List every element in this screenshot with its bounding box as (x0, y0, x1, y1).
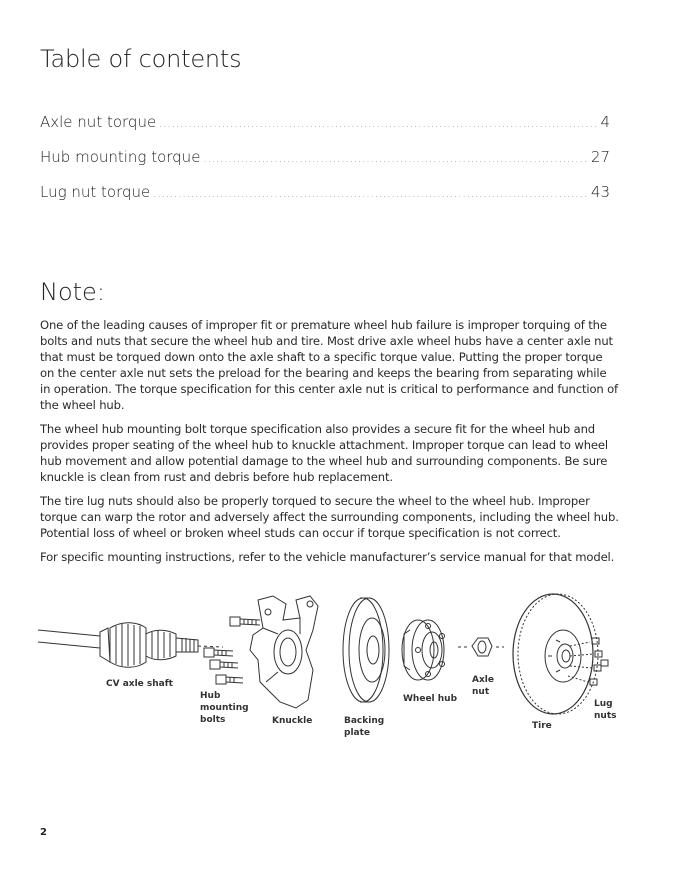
label-tire: Tire (532, 721, 552, 731)
label-cv-axle-shaft: CV axle shaft (106, 679, 173, 689)
toc-entry-lug-nut[interactable] (40, 183, 610, 218)
toc-entry-hub-mounting[interactable] (40, 148, 610, 183)
label-lug-nuts-line2: nuts (594, 711, 617, 721)
lug-nuts-drawing (568, 638, 608, 685)
note-title: Note: (40, 278, 105, 306)
toc-entry-label: Hub mounting torque (40, 148, 201, 166)
label-hub-mounting-bolts-line1: Hub (200, 691, 221, 701)
toc-entry-label: Lug nut torque (40, 183, 151, 201)
toc-leader-dots (153, 189, 589, 200)
cv-axle-shaft-drawing (38, 623, 223, 668)
note-paragraph-instructions: For specific mounting instructions, refer to the vehicle manufacturer’s service manual for that model. (40, 550, 615, 564)
label-knuckle: Knuckle (272, 716, 313, 726)
label-hub-mounting-bolts-line2: mounting (200, 703, 249, 713)
label-backing-plate-line2: plate (344, 728, 371, 738)
wheel-hub-exploded-diagram (38, 590, 628, 750)
toc-entry-label: Axle nut torque (40, 113, 157, 131)
toc-entry-axle-nut[interactable] (40, 113, 610, 148)
knuckle-drawing (250, 596, 318, 708)
toc-entry-page: 43 (590, 183, 610, 201)
label-lug-nuts-line1: Lug (594, 699, 613, 709)
toc-title: Table of contents (40, 45, 242, 73)
page-number: 2 (40, 827, 47, 838)
toc-leader-dots (159, 119, 598, 130)
toc-entry-page: 27 (590, 148, 610, 166)
table-of-contents (40, 113, 610, 218)
axle-nut-drawing (458, 638, 504, 656)
label-axle-nut-line2: nut (472, 687, 490, 697)
note-paragraph-hub-mounting: The wheel hub mounting bolt torque specification also provides a secure fit for the wheel hub and provides proper seating of the wheel hub to knuckle attachment. Improper torque can lead to wheel hub movement and allow potential damage to the wheel hub and surrounding components. Be sure knuckle is clean from rust and debris before hub replacement. (40, 422, 608, 484)
note-body (40, 317, 620, 573)
hub-mounting-bolts-drawing (204, 617, 260, 684)
note-paragraph-lug-nuts: The tire lug nuts should also be properly torqued to secure the wheel to the wheel hub. Improper torque can warp the rotor and adversely affect the surrounding components, including the wheel hub. Potential loss of wheel or broken wheel studs can occur if torque specification is not correct. (40, 494, 619, 540)
note-paragraph-axle-nut: One of the leading causes of improper fit or premature wheel hub failure is improper torquing of the bolts and nuts that secure the wheel hub and tire. Most drive axle wheel hubs have a center axle nut that must be torqued down onto the axle shaft to a specific torque value. Putting the proper torque on the center axle nut sets the preload for the bearing and keeps the bearing from separating while in operation. The torque specification for this center axle nut is critical to performance and function of the wheel hub. (40, 318, 618, 412)
wheel-hub-drawing (402, 620, 445, 680)
toc-leader-dots (203, 154, 588, 165)
tire-drawing (513, 594, 598, 714)
label-axle-nut-line1: Axle (472, 675, 494, 685)
backing-plate-drawing (343, 598, 389, 702)
label-wheel-hub: Wheel hub (403, 694, 458, 704)
label-hub-mounting-bolts-line3: bolts (200, 715, 226, 725)
diagram-labels (106, 675, 616, 738)
label-backing-plate-line1: Backing (344, 716, 385, 726)
toc-entry-page: 4 (600, 113, 610, 131)
